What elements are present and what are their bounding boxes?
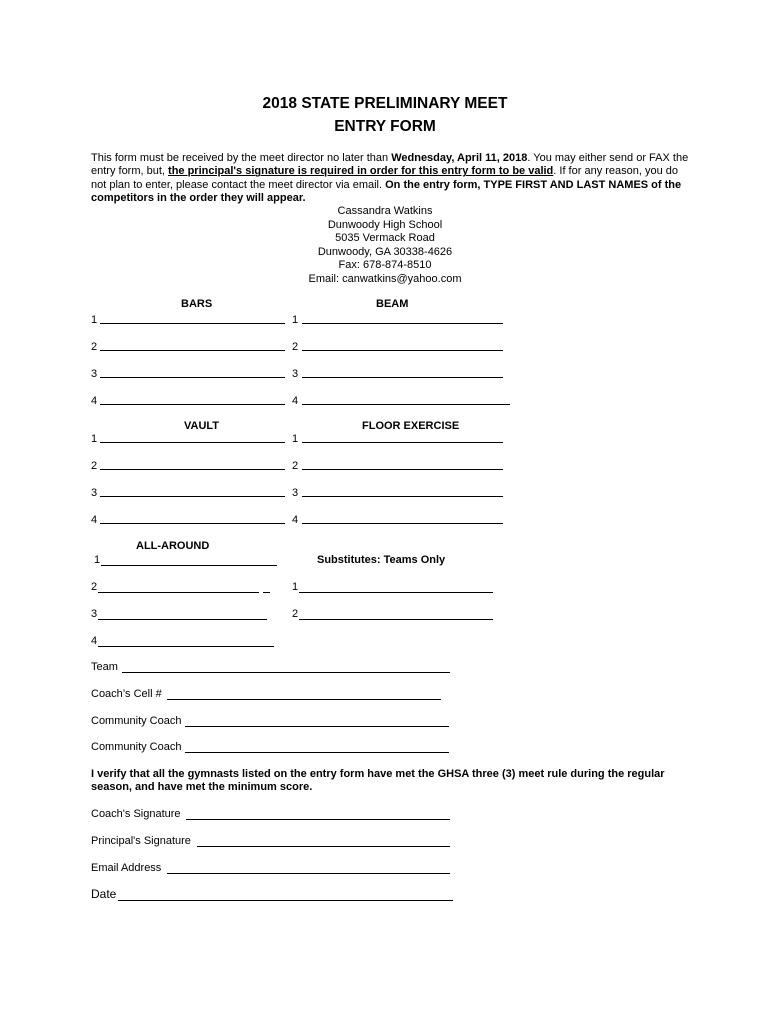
bars-entry-1[interactable]: [100, 323, 285, 324]
community-coach-label-2: Community Coach: [91, 741, 182, 753]
coach-signature-label: Coach's Signature: [91, 808, 181, 820]
intro-text-3: . If for any reason, you do not plan to enter, please contact the meet director via email.: [91, 165, 679, 191]
vault-entry-2[interactable]: [100, 469, 285, 470]
coach-cell-field[interactable]: [167, 699, 441, 700]
contact-school: Dunwoody High School: [327, 218, 443, 231]
floor-entry-3[interactable]: [302, 496, 503, 497]
floor-exercise-heading: FLOOR EXERCISE: [362, 420, 460, 432]
bars-number-3: 3: [91, 368, 98, 380]
contact-name: Cassandra Watkins: [337, 205, 433, 217]
vault-entry-3[interactable]: [100, 496, 285, 497]
date-field[interactable]: [118, 900, 453, 901]
all-around-number-1: 1: [94, 554, 101, 566]
intro-text-1: This form must be received by the meet director no later than: [91, 152, 392, 164]
verification-statement: I verify that all the gymnasts listed on the entry form have met the GHSA three (3) meet rule during the regular season, and have met the minimum score.: [91, 768, 665, 793]
floor-entry-4[interactable]: [302, 523, 503, 524]
community-coach-field-1[interactable]: [185, 726, 449, 727]
bars-number-2: 2: [91, 341, 98, 353]
intro-text-2: . You may either send or FAX the entry form, but,: [91, 152, 689, 178]
community-coach-field-2[interactable]: [185, 752, 449, 753]
substitute-entry-2[interactable]: [299, 619, 493, 620]
beam-number-1: 1: [292, 314, 299, 326]
bars-entry-2[interactable]: [100, 350, 285, 351]
contact-email: Email: canwatkins@yahoo.com: [308, 272, 462, 285]
all-around-number-3: 3: [91, 608, 98, 620]
substitutes-heading: Substitutes: Teams Only: [317, 554, 446, 566]
all-around-heading: ALL-AROUND: [136, 540, 210, 552]
all-around-entry-4[interactable]: [98, 646, 274, 647]
floor-number-1: 1: [292, 433, 299, 445]
beam-entry-3[interactable]: [302, 377, 503, 378]
community-coach-label-1: Community Coach: [91, 715, 182, 727]
contact-fax: Fax: 678-874-8510: [338, 259, 432, 271]
bars-number-1: 1: [91, 314, 98, 326]
beam-heading: BEAM: [376, 298, 409, 310]
form-title-line1: 2018 STATE PRELIMINARY MEET: [262, 95, 508, 112]
vault-entry-4[interactable]: [100, 523, 285, 524]
floor-number-2: 2: [292, 460, 299, 472]
date-label: Date: [91, 887, 117, 901]
intro-paragraph: [91, 152, 691, 206]
vault-number-3: 3: [91, 487, 98, 499]
all-around-entry-3[interactable]: [98, 619, 267, 620]
bars-number-4: 4: [91, 395, 98, 407]
contact-street: 5035 Vermack Road: [335, 232, 435, 244]
bars-heading: BARS: [181, 298, 213, 310]
floor-number-4: 4: [292, 514, 299, 526]
vault-entry-1[interactable]: [100, 442, 285, 443]
beam-number-2: 2: [292, 341, 299, 353]
floor-entry-2[interactable]: [302, 469, 503, 470]
contact-city: Dunwoody, GA 30338-4626: [317, 245, 453, 258]
order-note: On the entry form, TYPE FIRST AND LAST NAMES of the competitors in the order they will appear.: [91, 178, 682, 205]
beam-entry-2[interactable]: [302, 350, 503, 351]
coach-cell-label: Coach’s Cell #: [91, 688, 162, 700]
substitute-number-2: 2: [292, 608, 299, 620]
email-address-field[interactable]: [167, 873, 450, 874]
vault-number-2: 2: [91, 460, 98, 472]
team-label: Team: [91, 661, 118, 673]
all-around-entry-1[interactable]: [101, 565, 277, 566]
vault-heading: VAULT: [184, 420, 220, 432]
substitute-number-1: 1: [292, 581, 299, 593]
beam-number-3: 3: [292, 368, 299, 380]
all-around-entry-2[interactable]: [98, 592, 259, 593]
vault-number-4: 4: [91, 514, 98, 526]
all-around-entry-2-tail: [263, 592, 270, 593]
coach-signature-field[interactable]: [186, 819, 450, 820]
deadline-date: Wednesday, April 11, 2018: [391, 152, 528, 164]
form-title-line2: ENTRY FORM: [334, 118, 436, 135]
all-around-number-4: 4: [91, 635, 98, 647]
email-address-label: Email Address: [91, 862, 162, 874]
team-field[interactable]: [122, 672, 450, 673]
beam-entry-4[interactable]: [302, 404, 510, 405]
floor-number-3: 3: [292, 487, 299, 499]
bars-entry-4[interactable]: [100, 404, 285, 405]
bars-entry-3[interactable]: [100, 377, 285, 378]
vault-number-1: 1: [91, 433, 98, 445]
beam-entry-1[interactable]: [302, 323, 503, 324]
principal-signature-note: the principal's signature is required in order for this entry form to be valid: [168, 165, 554, 178]
all-around-number-2: 2: [91, 581, 98, 593]
principal-signature-label: Principal's Signature: [91, 835, 191, 847]
substitute-entry-1[interactable]: [299, 592, 493, 593]
floor-entry-1[interactable]: [302, 442, 503, 443]
beam-number-4: 4: [292, 395, 299, 407]
principal-signature-field[interactable]: [197, 846, 450, 847]
